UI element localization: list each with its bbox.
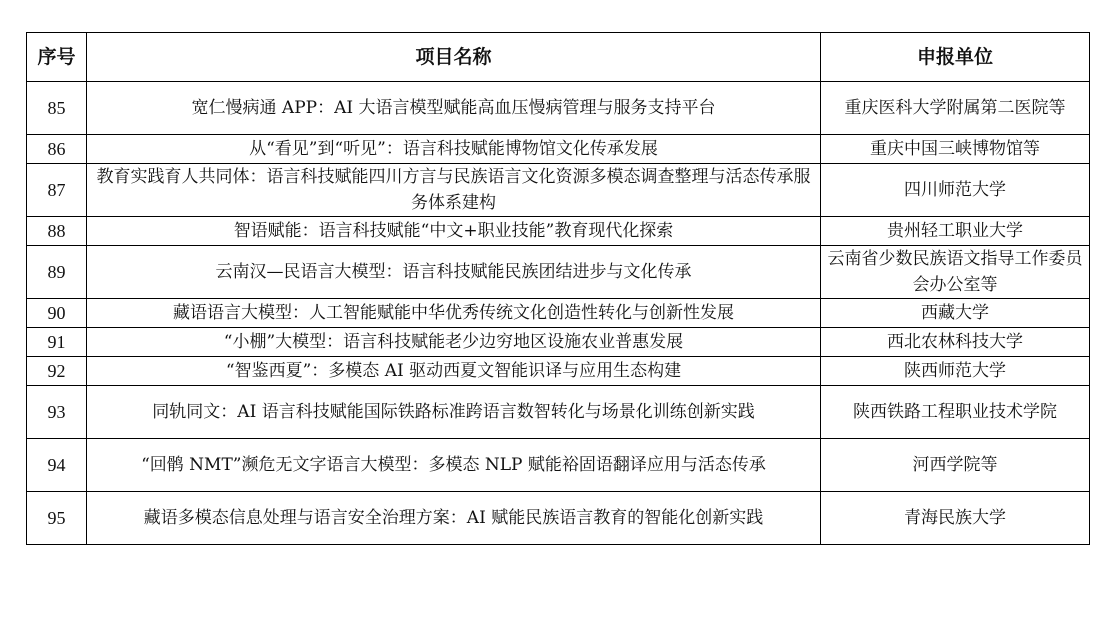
table-row bbox=[27, 135, 1090, 164]
cell-no: 88 bbox=[27, 217, 87, 246]
cell-name: 藏语语言大模型：人工智能赋能中华优秀传统文化创造性转化与创新性发展 bbox=[87, 299, 821, 328]
cell-unit: 西北农林科技大学 bbox=[821, 328, 1090, 357]
table-row bbox=[27, 357, 1090, 386]
cell-no: 92 bbox=[27, 357, 87, 386]
cell-unit: 河西学院等 bbox=[821, 439, 1090, 492]
cell-name: “小棚”大模型：语言科技赋能老少边穷地区设施农业普惠发展 bbox=[87, 328, 821, 357]
table-row bbox=[27, 82, 1090, 135]
cell-name: 教育实践育人共同体：语言科技赋能四川方言与民族语言文化资源多模态调查整理与活态传承服务体系建构 bbox=[87, 164, 821, 217]
cell-no: 89 bbox=[27, 246, 87, 299]
cell-name: 从“看见”到“听见”：语言科技赋能博物馆文化传承发展 bbox=[87, 135, 821, 164]
header-unit: 申报单位 bbox=[821, 33, 1090, 82]
table-row bbox=[27, 299, 1090, 328]
cell-unit: 西藏大学 bbox=[821, 299, 1090, 328]
cell-name: “智鉴西夏”：多模态 AI 驱动西夏文智能识译与应用生态构建 bbox=[87, 357, 821, 386]
cell-unit: 重庆中国三峡博物馆等 bbox=[821, 135, 1090, 164]
table-row bbox=[27, 217, 1090, 246]
cell-no: 91 bbox=[27, 328, 87, 357]
table-row bbox=[27, 164, 1090, 217]
cell-no: 90 bbox=[27, 299, 87, 328]
cell-no: 95 bbox=[27, 492, 87, 545]
table-header bbox=[27, 33, 1090, 82]
table-body bbox=[27, 82, 1090, 545]
cell-no: 93 bbox=[27, 386, 87, 439]
header-no: 序号 bbox=[27, 33, 87, 82]
project-table bbox=[26, 32, 1090, 545]
cell-name: 同轨同文：AI 语言科技赋能国际铁路标准跨语言数智转化与场景化训练创新实践 bbox=[87, 386, 821, 439]
cell-name: 藏语多模态信息处理与语言安全治理方案：AI 赋能民族语言教育的智能化创新实践 bbox=[87, 492, 821, 545]
cell-unit: 陕西师范大学 bbox=[821, 357, 1090, 386]
cell-name: 智语赋能：语言科技赋能“中文+职业技能”教育现代化探索 bbox=[87, 217, 821, 246]
table-row bbox=[27, 328, 1090, 357]
header-name: 项目名称 bbox=[87, 33, 821, 82]
cell-name: 宽仁慢病通 APP：AI 大语言模型赋能高血压慢病管理与服务支持平台 bbox=[87, 82, 821, 135]
cell-unit: 重庆医科大学附属第二医院等 bbox=[821, 82, 1090, 135]
table-row bbox=[27, 246, 1090, 299]
cell-no: 85 bbox=[27, 82, 87, 135]
table-row bbox=[27, 439, 1090, 492]
cell-unit: 云南省少数民族语文指导工作委员会办公室等 bbox=[821, 246, 1090, 299]
cell-no: 86 bbox=[27, 135, 87, 164]
table-row bbox=[27, 492, 1090, 545]
cell-unit: 四川师范大学 bbox=[821, 164, 1090, 217]
cell-unit: 贵州轻工职业大学 bbox=[821, 217, 1090, 246]
table-row bbox=[27, 386, 1090, 439]
cell-unit: 陕西铁路工程职业技术学院 bbox=[821, 386, 1090, 439]
cell-no: 87 bbox=[27, 164, 87, 217]
header-row bbox=[27, 33, 1090, 82]
cell-unit: 青海民族大学 bbox=[821, 492, 1090, 545]
cell-name: “回鹘 NMT”濒危无文字语言大模型：多模态 NLP 赋能裕固语翻译应用与活态传承 bbox=[87, 439, 821, 492]
project-table-container bbox=[26, 32, 1089, 545]
cell-no: 94 bbox=[27, 439, 87, 492]
cell-name: 云南汉—民语言大模型：语言科技赋能民族团结进步与文化传承 bbox=[87, 246, 821, 299]
